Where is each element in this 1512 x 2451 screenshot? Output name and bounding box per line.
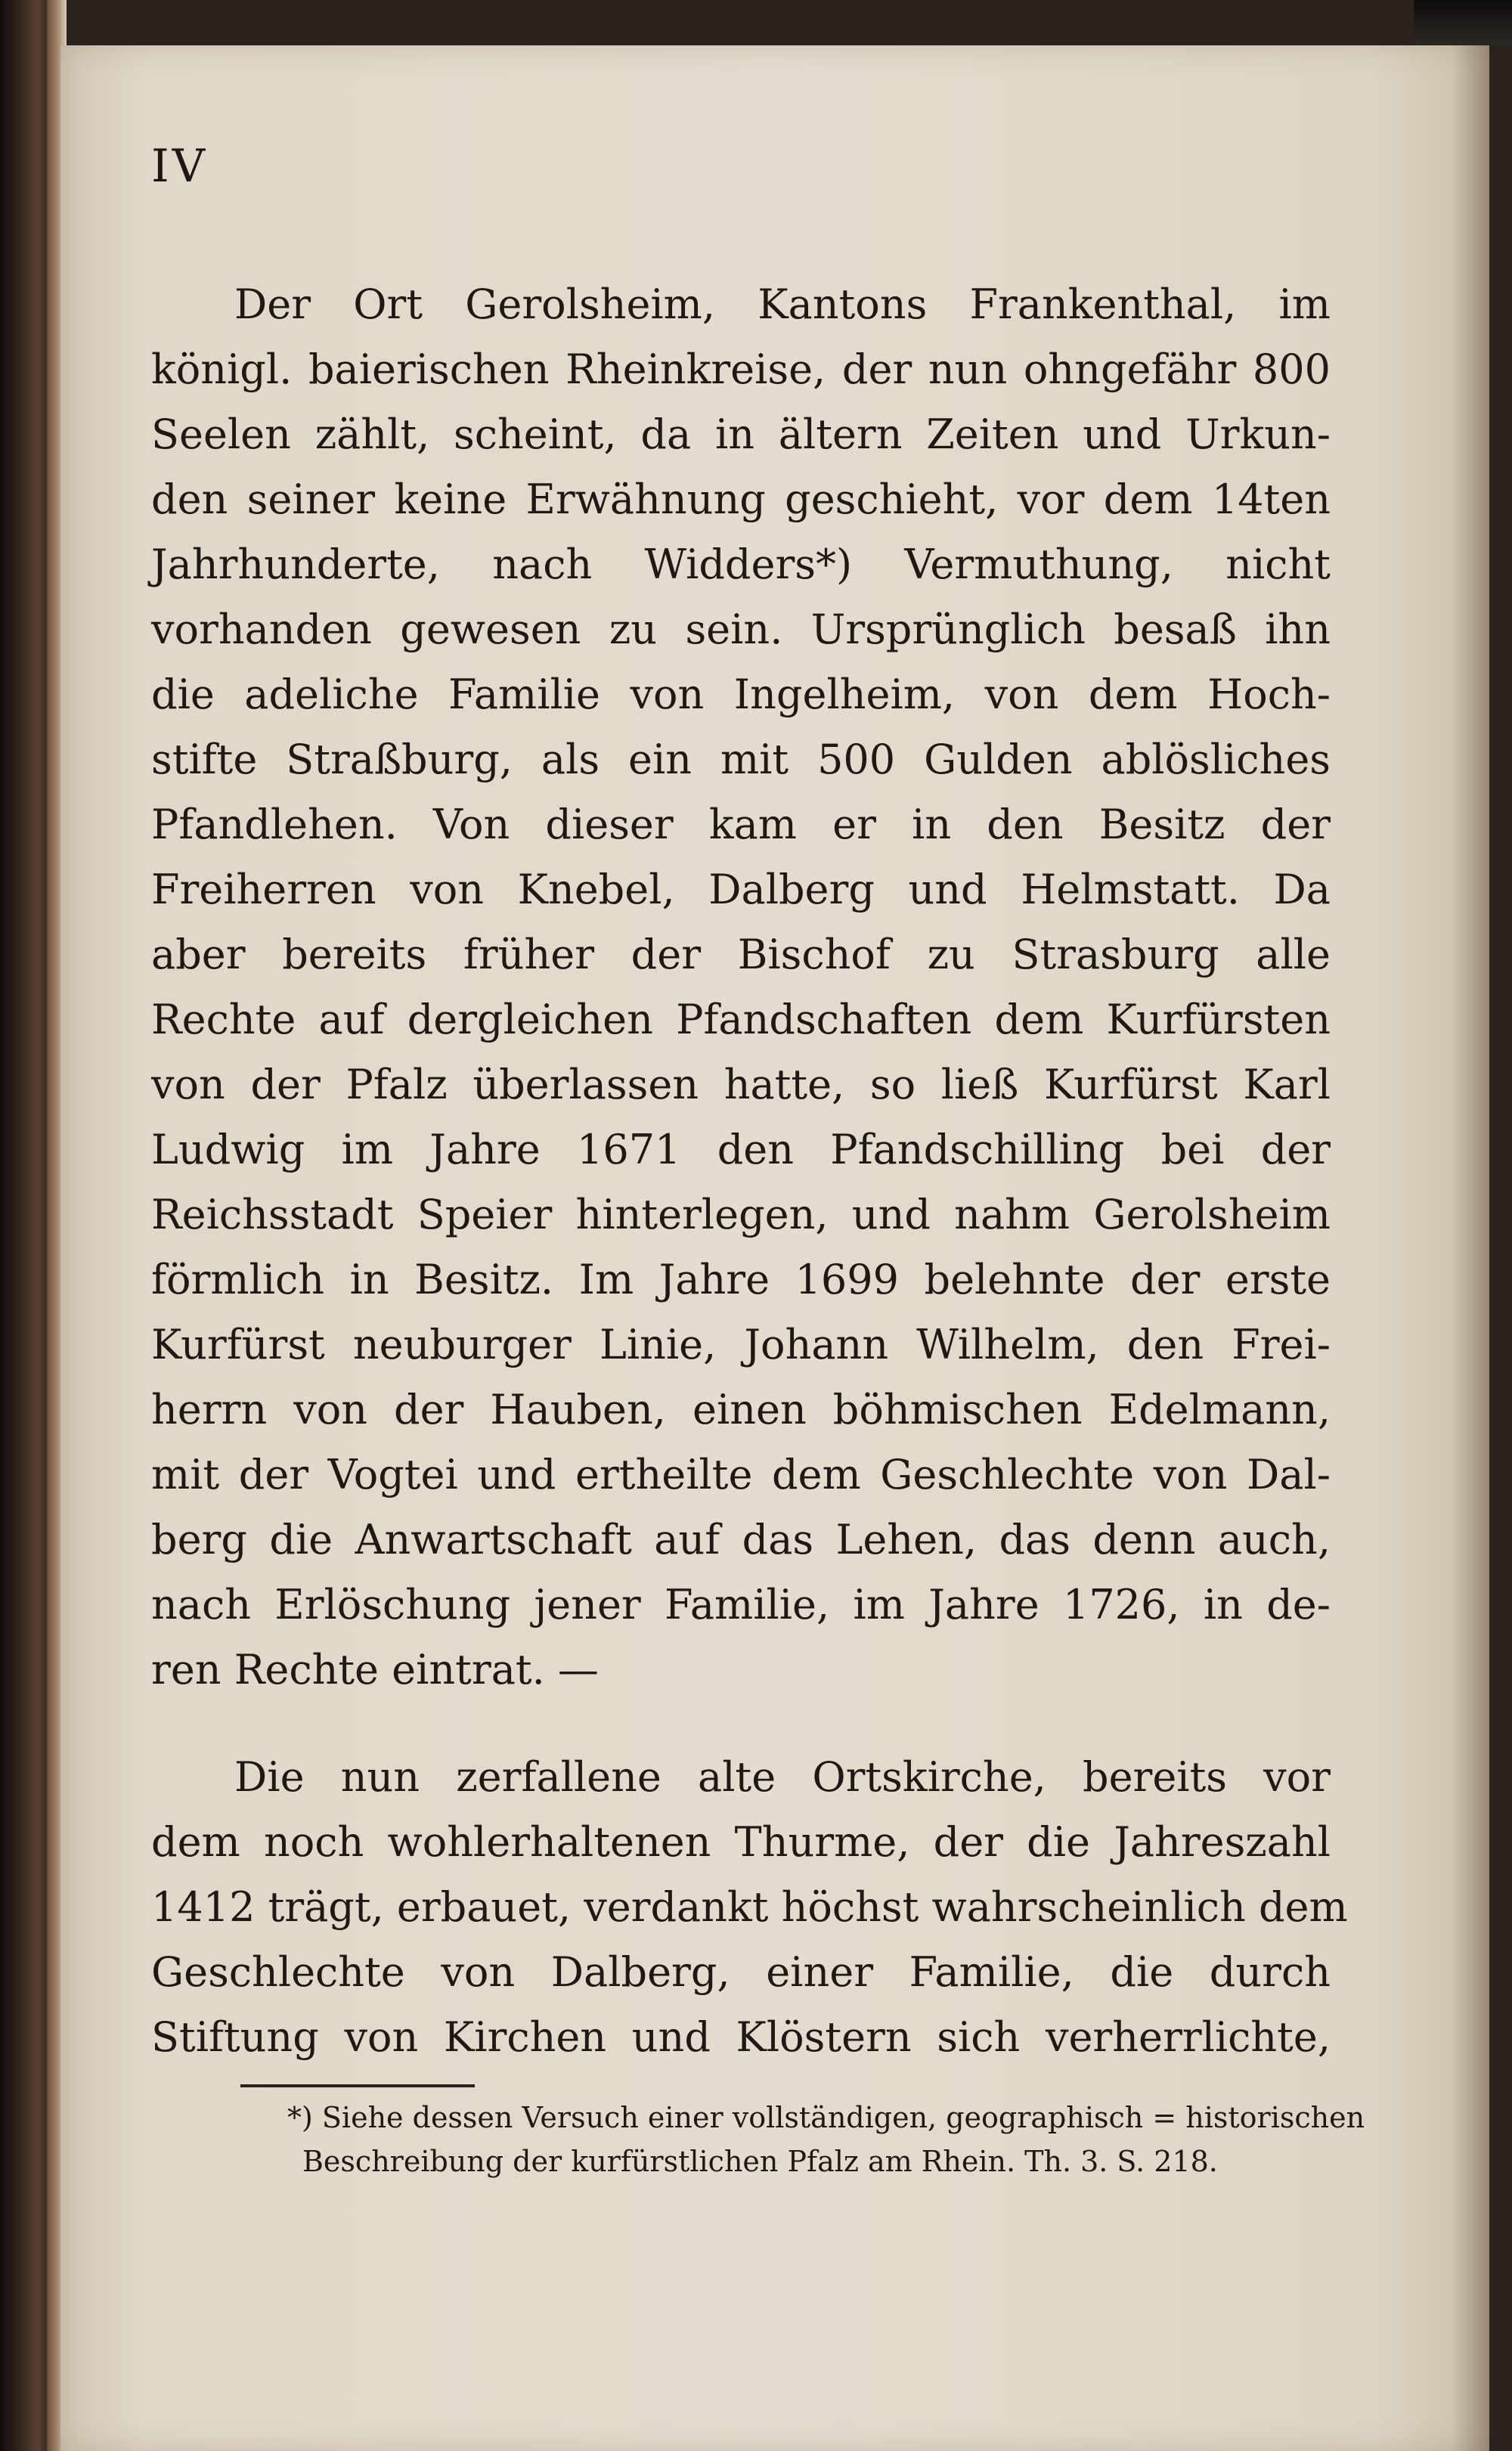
text-line: Kurfürst neuburger Linie, Johann Wilhelm, den Frei- <box>151 1321 1331 1368</box>
text-line: stifte Straßburg, als ein mit 500 Gulden ablösliches <box>151 736 1331 783</box>
text-line: Seelen zählt, scheint, da in ältern Zeiten und Urkun- <box>151 411 1331 458</box>
paragraph-2 <box>151 1745 1348 2070</box>
footnote-line: Beschreibung der kurfürstlichen Pfalz am Rhein. Th. 3. S. 218. <box>302 2145 1218 2178</box>
book-spine <box>0 0 53 2451</box>
text-line: Ludwig im Jahre 1671 den Pfandschilling bei der <box>151 1126 1331 1173</box>
text-line: königl. baierischen Rheinkreise, der nun ohngefähr 800 <box>151 345 1331 393</box>
text-line: vorhanden gewesen zu sein. Ursprünglich besaß ihn <box>151 606 1331 653</box>
text-line: dem noch wohlerhaltenen Thurme, der die Jahreszahl <box>151 1818 1331 1866</box>
text-line: 1412 trägt, erbauet, verdankt höchst wahrscheinlich dem <box>151 1883 1348 1931</box>
text-line: mit der Vogtei und ertheilte dem Geschlechte von Dal- <box>151 1451 1331 1498</box>
text-line: Der Ort Gerolsheim, Kantons Frankenthal, im <box>234 280 1331 328</box>
text-line: den seiner keine Erwähnung geschieht, vor dem 14ten <box>151 476 1331 523</box>
paragraph-1 <box>151 272 1331 1703</box>
text-line: herrn von der Hauben, einen böhmischen Edelmann, <box>151 1386 1331 1433</box>
text-line: Jahrhunderte, nach Widders*) Vermuthung, nicht <box>151 541 1331 588</box>
text-line: ren Rechte eintrat. — <box>151 1646 599 1693</box>
page-number: IV <box>151 140 209 193</box>
text-line: Rechte auf dergleichen Pfandschaften dem Kurfürsten <box>151 996 1331 1043</box>
text-line: aber bereits früher der Bischof zu Strasburg alle <box>151 931 1331 978</box>
text-line: von der Pfalz überlassen hatte, so ließ Kurfürst Karl <box>151 1061 1331 1108</box>
text-line: förmlich in Besitz. Im Jahre 1699 belehnte der erste <box>151 1256 1331 1303</box>
text-line: nach Erlöschung jener Familie, im Jahre 1726, in de- <box>151 1581 1331 1628</box>
paragraph-gap <box>151 1703 1331 1745</box>
text-line: Freiherren von Knebel, Dalberg und Helmstatt. Da <box>151 866 1331 913</box>
text-line: die adeliche Familie von Ingelheim, von dem Hoch- <box>151 671 1331 718</box>
dark-corner <box>1414 0 1512 45</box>
text-line: Pfandlehen. Von dieser kam er in den Besitz der <box>151 801 1331 848</box>
text-line: Stiftung von Kirchen und Klöstern sich verherrlichte, <box>151 2013 1331 2061</box>
text-line: Reichsstadt Speier hinterlegen, und nahm Gerolsheim <box>151 1191 1331 1238</box>
footnote-rule <box>240 2084 475 2087</box>
body-text <box>151 272 1348 2070</box>
footnote-line: *) Siehe dessen Versuch einer vollständigen, geographisch = historischen <box>287 2101 1365 2134</box>
text-line: Geschlechte von Dalberg, einer Familie, die durch <box>151 1948 1331 1996</box>
text-line: berg die Anwartschaft auf das Lehen, das denn auch, <box>151 1516 1331 1563</box>
page-right-shadow <box>1452 45 1489 2451</box>
footnote <box>287 2096 1365 2183</box>
text-line: Die nun zerfallene alte Ortskirche, bereits vor <box>234 1753 1331 1801</box>
